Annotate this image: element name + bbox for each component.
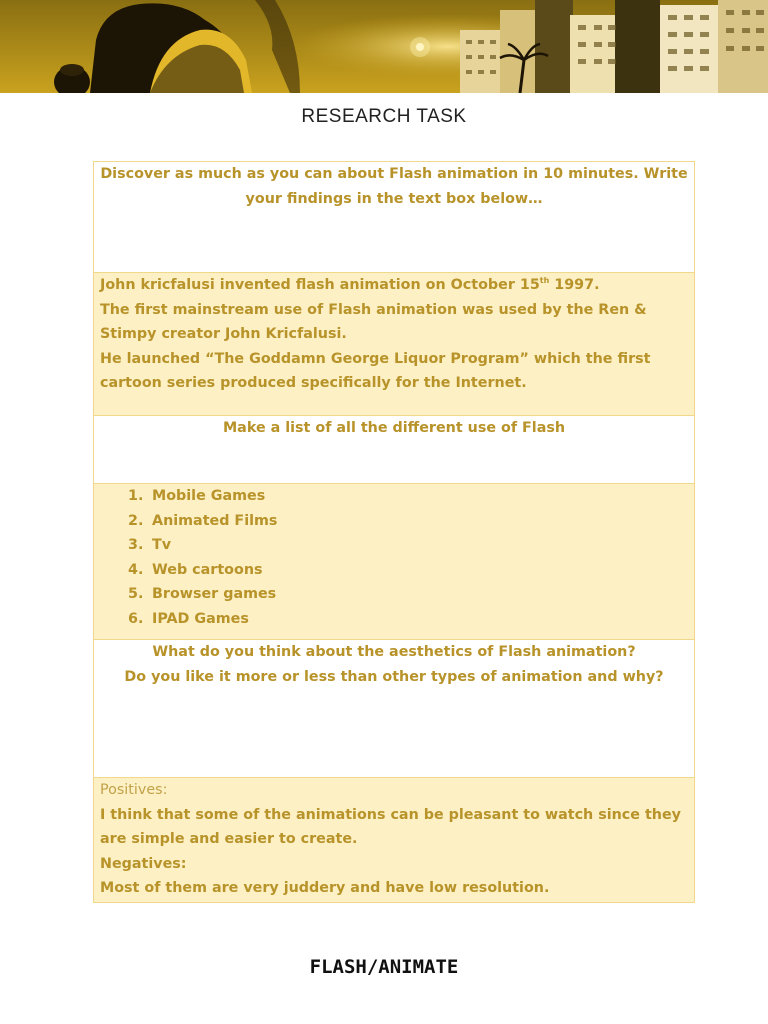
negatives-text: Most of them are very juddery and have low resolution. (100, 880, 550, 896)
answer-text-year: 1997. (549, 277, 600, 293)
list-item: 6. IPAD Games (128, 610, 249, 627)
page-title: RESEARCH TASK (301, 106, 467, 127)
answer-line-program: He launched “The Goddamn George Liquor Program” which the first cartoon series produced specifically for the Internet. (100, 350, 651, 391)
list-item: 3. Tv (128, 537, 172, 553)
question-cell-discover (94, 162, 694, 273)
list-item: 5. Browser games (128, 586, 277, 602)
answer-text-invented: John kricfalusi invented flash animation on October 15 (100, 277, 540, 293)
question-text-discover: Discover as much as you can about Flash animation in 10 minutes. Write your findings in the text box below… (100, 166, 688, 207)
uses-list (100, 484, 688, 631)
negatives-label: Negatives: (100, 855, 187, 872)
banner-artwork (0, 0, 768, 93)
question-text-uses: Make a list of all the different use of Flash (222, 420, 566, 436)
list-item: 2. Animated Films (128, 512, 278, 529)
answer-cell-history[interactable] (94, 273, 694, 416)
list-item: 1. Mobile Games (128, 488, 266, 504)
answer-line-invented (100, 273, 688, 298)
question-cell-uses (94, 416, 694, 484)
answer-line-mainstream: The first mainstream use of Flash animation was used by the Ren & Stimpy creator John Kricfalusi. (100, 301, 647, 342)
header-banner-image (0, 0, 768, 93)
question-text-preference: Do you like it more or less than other types of animation and why? (124, 668, 664, 685)
answer-cell-uses-list[interactable] (94, 484, 694, 640)
answer-cell-opinion[interactable] (94, 778, 694, 902)
footer-title: FLASH/ANIMATE (309, 956, 459, 978)
question-cell-aesthetics (94, 640, 694, 778)
question-text-aesthetics: What do you think about the aesthetics of Flash animation? (152, 644, 636, 660)
positives-text: I think that some of the animations can be pleasant to watch since they are simple and easier to create. (100, 806, 681, 847)
positives-label: Positives: (100, 782, 168, 798)
superscript-th: th (539, 276, 550, 286)
list-item: 4. Web cartoons (128, 561, 263, 578)
research-task-table (93, 161, 695, 903)
